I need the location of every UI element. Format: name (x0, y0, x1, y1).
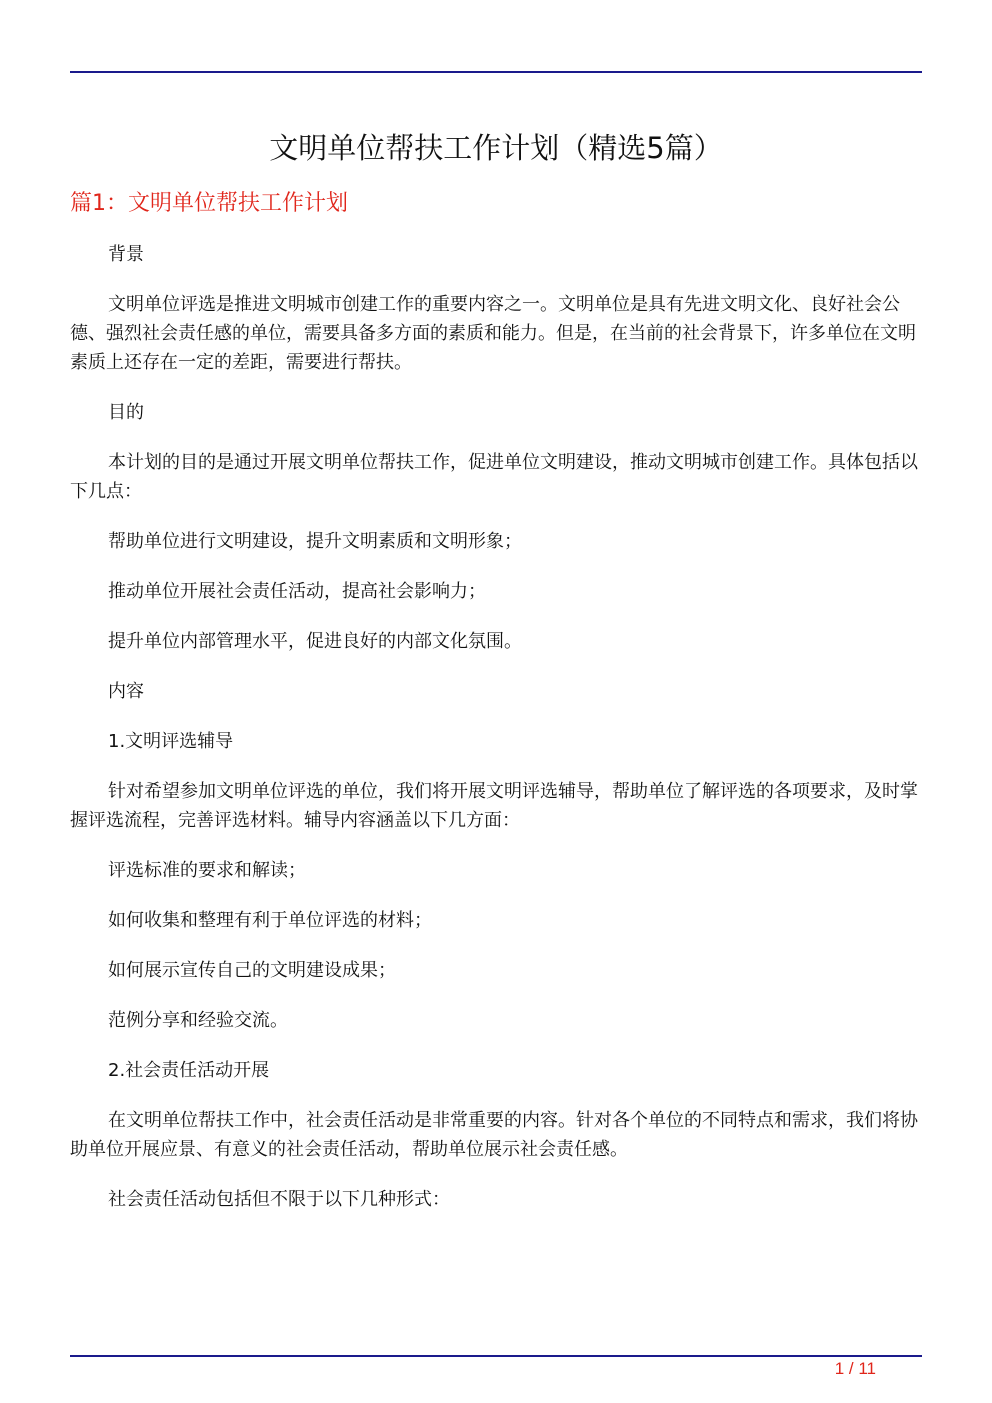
document-title: 文明单位帮扶工作计划（精选5篇） (269, 131, 723, 165)
section-heading: 篇1：文明单位帮扶工作计划 (70, 191, 348, 216)
paragraph: 社会责任活动包括但不限于以下几种形式： (108, 1189, 450, 1210)
paragraph: 文明单位评选是推进文明城市创建工作的重要内容之一。文明单位是具有先进文明文化、良好社会公德、强烈社会责任感的单位，需要具备多方面的素质和能力。但是，在当前的社会背景下，许多单位在文明素质上还存在一定的差距，需要进行帮扶。 (70, 294, 916, 373)
paragraph: 帮助单位进行文明建设，提升文明素质和文明形象； (108, 531, 522, 552)
paragraph: 如何收集和整理有利于单位评选的材料； (108, 910, 432, 931)
paragraph: 范例分享和经验交流。 (108, 1010, 288, 1031)
paragraph: 针对希望参加文明单位评选的单位，我们将开展文明评选辅导，帮助单位了解评选的各项要求，及时掌握评选流程，完善评选材料。辅导内容涵盖以下几方面： (70, 781, 918, 831)
paragraph: 2.社会责任活动开展 (108, 1060, 270, 1081)
paragraph: 评选标准的要求和解读； (108, 860, 306, 881)
footer-rule (70, 1355, 922, 1357)
paragraph: 如何展示宣传自己的文明建设成果； (108, 960, 396, 981)
header-rule (70, 71, 922, 73)
paragraph: 提升单位内部管理水平，促进良好的内部文化氛围。 (108, 631, 522, 652)
paragraph: 内容 (108, 681, 144, 702)
paragraph: 推动单位开展社会责任活动，提高社会影响力； (108, 581, 486, 602)
paragraph: 在文明单位帮扶工作中，社会责任活动是非常重要的内容。针对各个单位的不同特点和需求，我们将协助单位开展应景、有意义的社会责任活动，帮助单位展示社会责任感。 (70, 1110, 918, 1160)
document-body (70, 240, 922, 1235)
paragraph: 目的 (108, 402, 144, 423)
paragraph: 本计划的目的是通过开展文明单位帮扶工作，促进单位文明建设，推动文明城市创建工作。具体包括以下几点： (70, 452, 918, 502)
paragraph: 1.文明评选辅导 (108, 731, 234, 752)
page-number: 1 / 11 (834, 1359, 876, 1378)
paragraph: 背景 (108, 244, 144, 265)
